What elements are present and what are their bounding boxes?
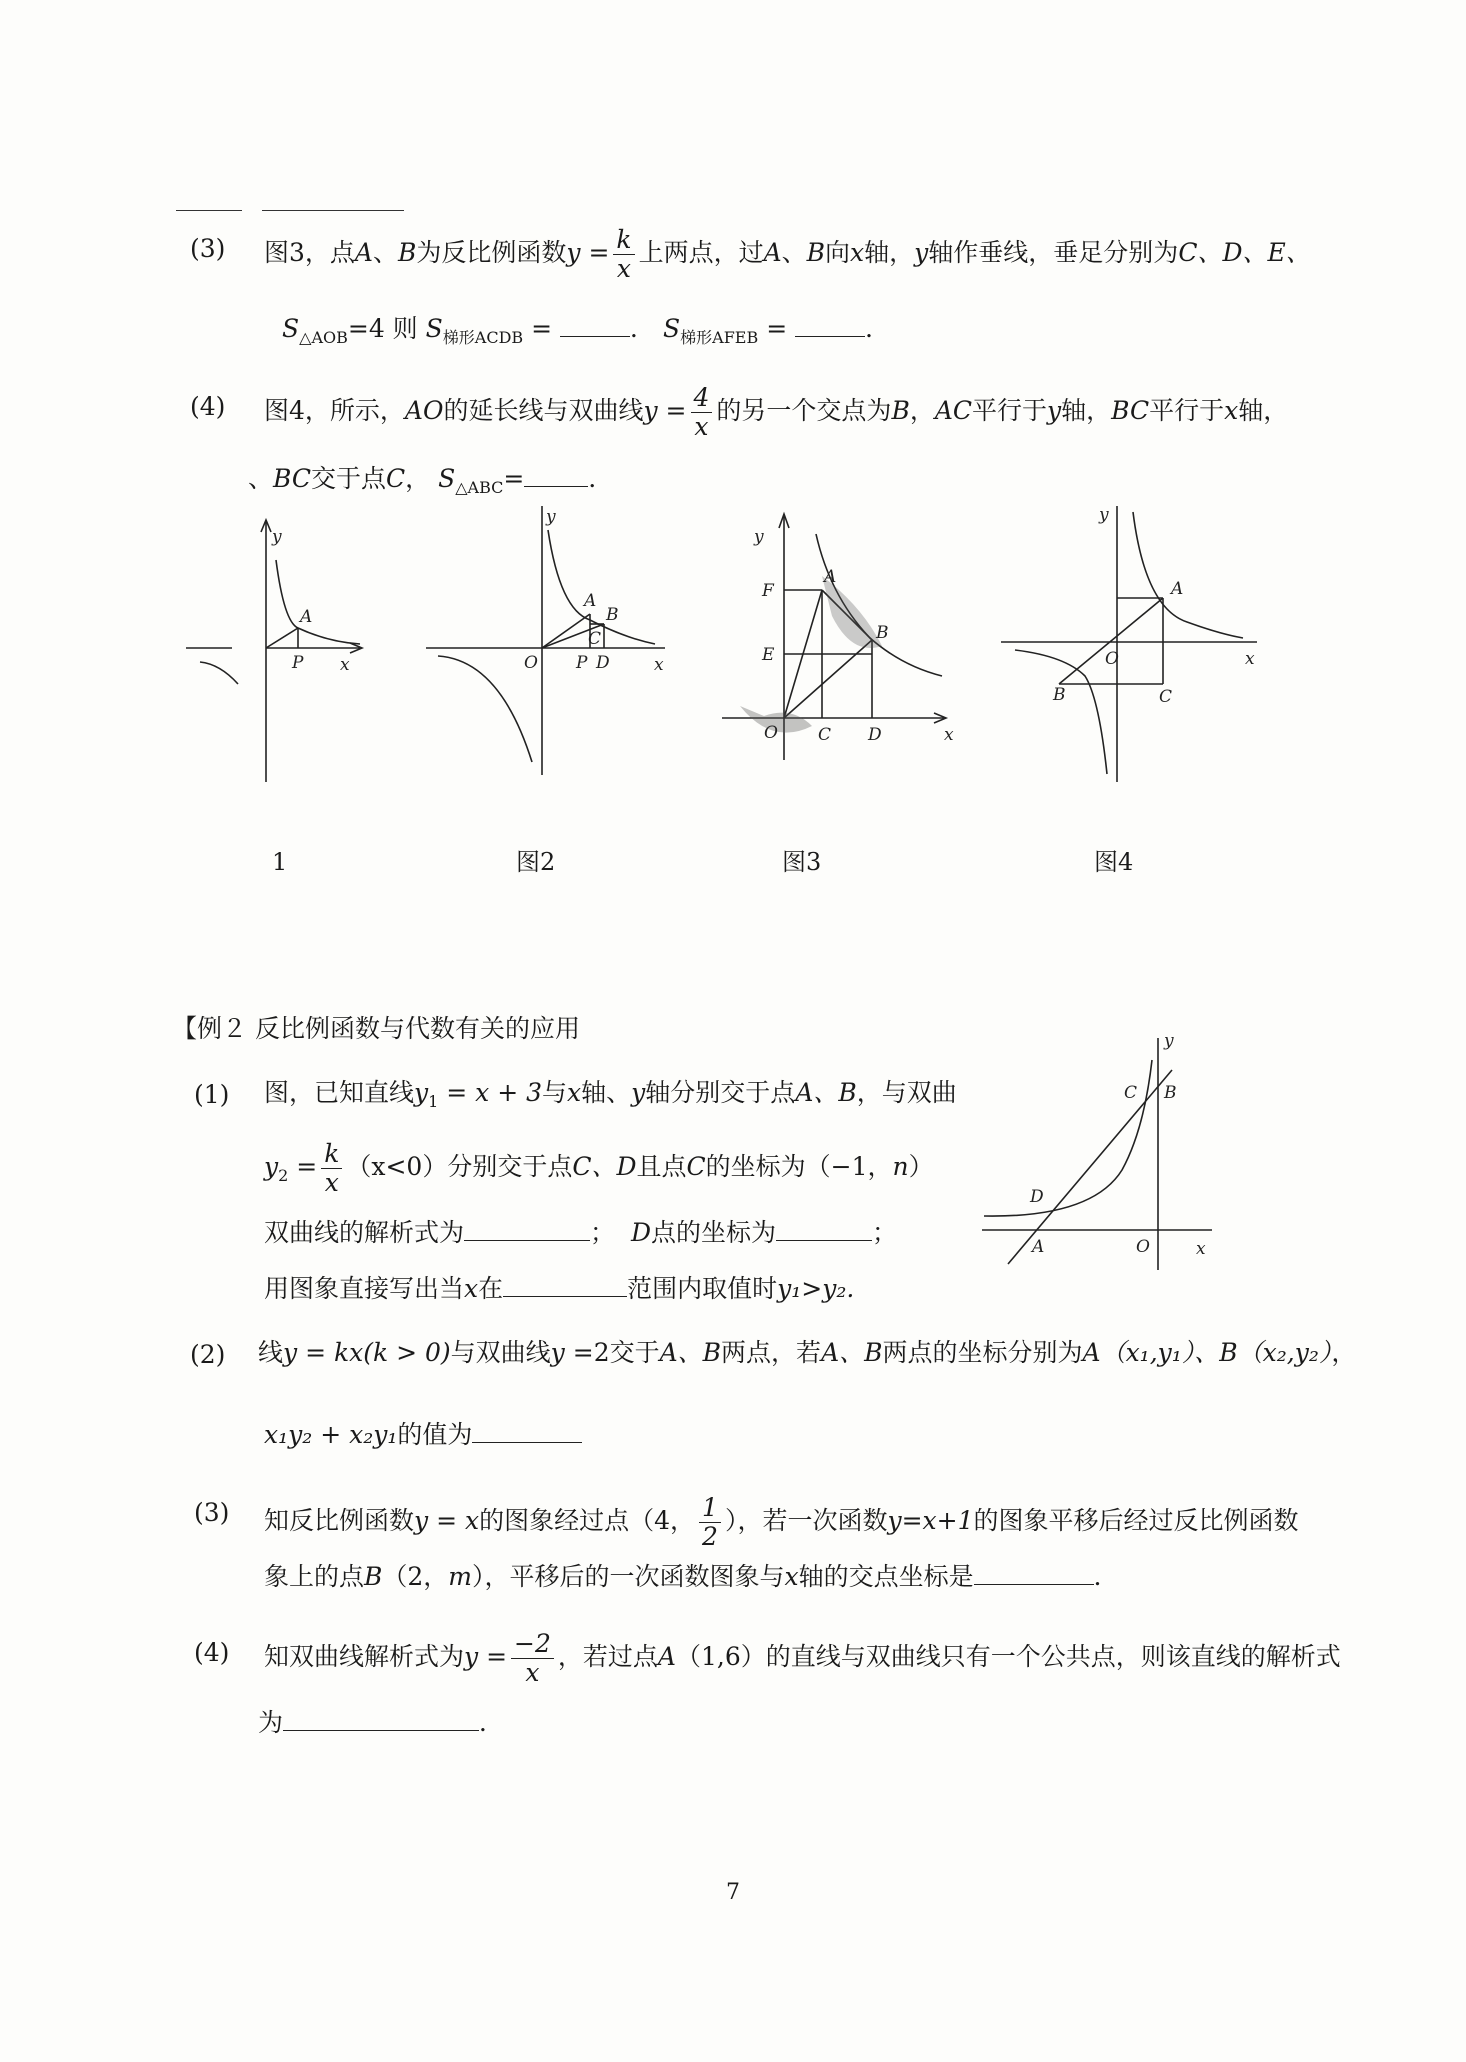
- fig2-label-o: O: [524, 653, 538, 673]
- fig3-label-y: y: [754, 527, 764, 547]
- ex2-p4-line2: 为 ．: [258, 1708, 505, 1737]
- figure-3-caption: 图3: [782, 848, 822, 876]
- fig2-label-x: x: [654, 655, 664, 675]
- ex2-p1-blank-2[interactable]: [776, 1218, 872, 1241]
- figure-2-caption: 图2: [516, 848, 556, 876]
- fig3-label-b: B: [876, 623, 889, 643]
- fig2-label-b: B: [606, 605, 619, 625]
- fig4-label-b: B: [1053, 685, 1066, 705]
- q4-line2: 、BC交于点C， $S_{\triangle ABC}=$ ．: [248, 464, 614, 497]
- fig1-label-a: A: [300, 607, 313, 627]
- fig4-label-a: A: [1171, 579, 1184, 599]
- fig5-label-d: D: [1030, 1187, 1044, 1207]
- fig5-label-o: O: [1136, 1237, 1150, 1257]
- fig3-label-d: D: [868, 725, 882, 745]
- q3-blank-1[interactable]: [560, 314, 630, 337]
- q3-line2: $S_{\triangle AOB}=4$ 则 $S_{梯形ACDB}$ = ． $S_{梯形AFEB}$ = ．: [282, 314, 891, 347]
- ex2-p1-blank-1[interactable]: [464, 1218, 590, 1241]
- q4-number: (4): [190, 392, 226, 421]
- q4-blank[interactable]: [524, 464, 588, 487]
- ex2-p2-blank[interactable]: [472, 1420, 582, 1443]
- fig4-label-c: C: [1159, 687, 1173, 707]
- figure-4: [995, 498, 1275, 788]
- figure-5: [972, 1030, 1222, 1280]
- fig2-label-a: A: [584, 591, 597, 611]
- figure-1: [180, 512, 380, 792]
- q3-line1: 图3，点A、B为反比例函数y = $\frac{k}{x}$ 上两点，过A、B向x轴，y轴作垂线，垂足分别为C、D、E、: [264, 225, 1311, 283]
- q4-line1: 图4，所示，AO的延长线与双曲线y = $\frac{4}{x}$ 的另一个交点为B，AC平行于y轴，BC平行于x轴，: [264, 383, 1289, 441]
- fig2-label-y: y: [546, 507, 556, 527]
- ex2-p3-line1: 知反比例函数y = x的图象经过点（4， $\frac{1}{2}$ ），若一次函数y=x+1的图象平移后经过反比例函数: [264, 1493, 1299, 1551]
- q3-fraction: $\frac{k}{x}$: [613, 226, 634, 283]
- top-rule-right: [262, 210, 404, 211]
- ex2-p1-number: (1): [194, 1080, 230, 1109]
- ex2-p1-line2: $y_2$ = $\frac{k}{x}$ （x<0）分别交于点C、D且点C的坐标为（−1，n）: [264, 1139, 934, 1197]
- fig3-label-c: C: [818, 725, 832, 745]
- fig3-label-o: O: [764, 723, 778, 743]
- fig3-label-a: A: [824, 567, 837, 587]
- figure-1-caption: 1: [272, 848, 288, 876]
- ex2-p1-line4: 用图象直接写出当x在 范围内取值时y₁>y₂.: [264, 1274, 855, 1303]
- ex2-p1-fraction: $\frac{k}{x}$: [321, 1140, 342, 1197]
- ex2-p1-blank-3[interactable]: [503, 1274, 627, 1297]
- fig5-label-b: B: [1164, 1083, 1177, 1103]
- ex2-p1-line1: 图，已知直线$y_1 = x + 3$与x轴、y轴分别交于点A、B，与双曲: [264, 1078, 957, 1111]
- figure-2: [420, 500, 680, 780]
- fig3-label-x: x: [944, 725, 954, 745]
- fig2-label-d: D: [596, 653, 610, 673]
- fig4-label-o: O: [1105, 649, 1119, 669]
- fig5-label-y: y: [1164, 1031, 1174, 1051]
- q4-fraction: $\frac{4}{x}$: [691, 384, 713, 441]
- fig5-label-c: C: [1124, 1083, 1138, 1103]
- ex2-p3-fraction: $\frac{1}{2}$: [699, 1494, 721, 1551]
- example2-title: 【例２ 反比例函数与代数有关的应用: [172, 1014, 580, 1043]
- fig2-label-c: C: [588, 629, 602, 649]
- ex2-p4-line1: 知双曲线解析式为y = $\frac{-2}{x}$ ，若过点A（1,6）的直线与双曲线只有一个公共点，则该直线的解析式: [264, 1629, 1341, 1687]
- ex2-p4-fraction: $\frac{-2}{x}$: [511, 1630, 554, 1687]
- figure-4-caption: 图4: [1094, 848, 1134, 876]
- fig5-label-x: x: [1196, 1239, 1206, 1259]
- ex2-p4-blank[interactable]: [283, 1708, 479, 1731]
- fig1-label-y: y: [272, 527, 282, 547]
- q3-number: (3): [190, 234, 226, 263]
- page-number: 7: [726, 1880, 740, 1905]
- q3-blank-2[interactable]: [795, 314, 865, 337]
- figure-3: [712, 506, 962, 776]
- ex2-p4-number: (4): [194, 1638, 230, 1667]
- fig3-label-f: F: [762, 581, 774, 601]
- ex2-p3-line2: 象上的点B（2，m），平移后的一次函数图象与x轴的交点坐标是 ．: [264, 1562, 1119, 1591]
- fig3-label-e: E: [762, 645, 775, 665]
- fig1-label-p: P: [292, 653, 304, 673]
- ex2-p2-line1: 线y = kx(k > 0)与双曲线y =2交于A、B两点，若A、B两点的坐标分别为A（x₁,y₁）、B（x₂,y₂），: [258, 1338, 1357, 1367]
- fig5-label-a: A: [1032, 1237, 1045, 1257]
- ex2-p3-number: (3): [194, 1498, 230, 1527]
- top-rule-left: [176, 210, 242, 211]
- ex2-p3-blank[interactable]: [974, 1562, 1094, 1585]
- ex2-p2-number: (2): [190, 1340, 226, 1369]
- fig4-label-x: x: [1245, 649, 1255, 669]
- fig2-label-p: P: [576, 653, 588, 673]
- ex2-p1-line3: 双曲线的解析式为 ； D点的坐标为 ；: [264, 1218, 898, 1247]
- fig4-label-y: y: [1099, 505, 1109, 525]
- ex2-p2-line2: x₁y₂ + x₂y₁的值为: [264, 1418, 582, 1452]
- fig1-label-x: x: [340, 655, 350, 675]
